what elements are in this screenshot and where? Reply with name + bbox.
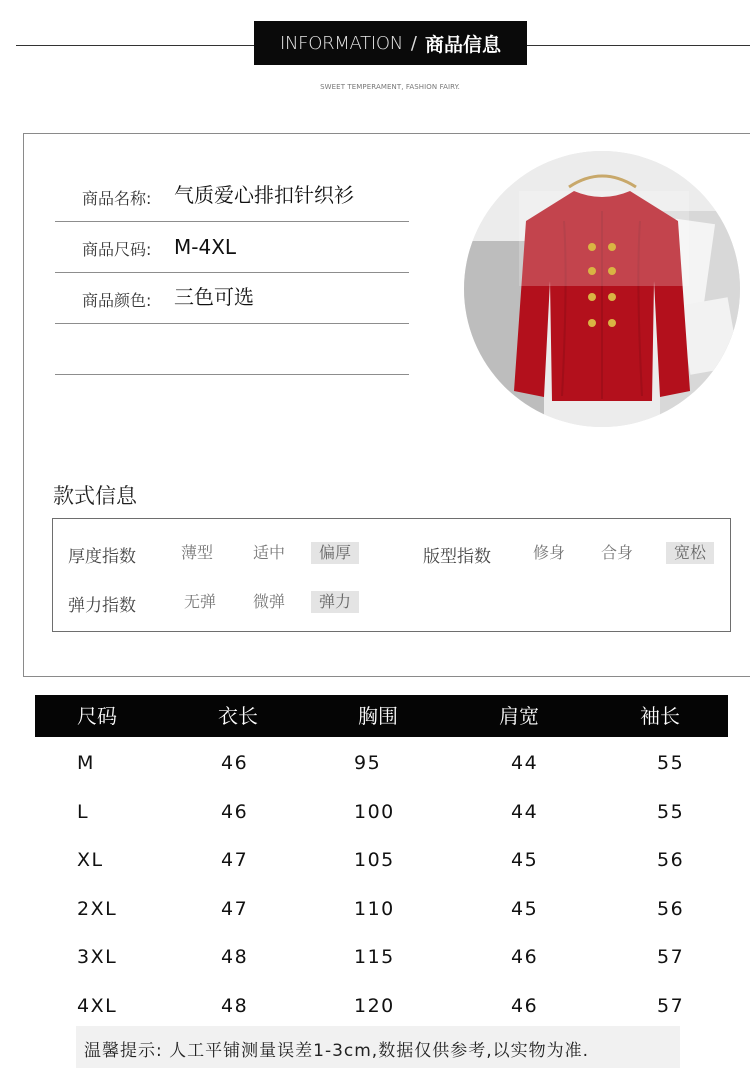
cell-sleeve: 57: [657, 995, 685, 1017]
header-title-en: INFORMATION: [280, 32, 403, 54]
elasticity-option-slight: 微弹: [253, 592, 286, 611]
header-separator: /: [410, 32, 417, 54]
col-header-shoulder: 肩宽: [499, 704, 539, 728]
cell-length: 48: [221, 946, 249, 968]
thickness-option-thin: 薄型: [181, 543, 214, 562]
cell-chest: 100: [354, 801, 395, 823]
cell-length: 46: [221, 801, 249, 823]
cell-shoulder: 45: [511, 898, 539, 920]
info-value: 气质爱心排扣针织衫: [174, 183, 354, 207]
info-row-name: [55, 170, 409, 222]
header-title-box: [254, 21, 527, 65]
size-table-header: [35, 695, 728, 737]
info-value: M-4XL: [174, 235, 237, 259]
header-subtitle: SWEET TEMPERAMENT, FASHION FAIRY.: [320, 83, 460, 91]
cell-size: L: [77, 801, 90, 823]
col-header-size: 尺码: [77, 704, 117, 728]
thickness-option-medium: 适中: [253, 543, 286, 562]
cell-shoulder: 46: [511, 946, 539, 968]
cell-sleeve: 55: [657, 801, 685, 823]
cell-size: 3XL: [77, 946, 118, 968]
measurement-note-text: 温馨提示: 人工平铺测量误差1-3cm,数据仅供参考,以实物为准.: [84, 1041, 590, 1061]
cell-size: 2XL: [77, 898, 118, 920]
cell-shoulder: 44: [511, 752, 539, 774]
header-rule-left: [16, 45, 254, 46]
cell-shoulder: 45: [511, 849, 539, 871]
info-label: 商品颜色:: [82, 291, 152, 310]
fit-label: 版型指数: [423, 547, 491, 567]
cell-shoulder: 46: [511, 995, 539, 1017]
info-row-color: [55, 272, 409, 324]
elasticity-label: 弹力指数: [68, 596, 136, 616]
cell-length: 48: [221, 995, 249, 1017]
style-info-box: [52, 518, 731, 632]
product-photo: [464, 151, 740, 427]
info-value: 三色可选: [174, 285, 254, 309]
col-header-length: 衣长: [218, 704, 258, 728]
cell-length: 46: [221, 752, 249, 774]
info-row-empty: [55, 323, 409, 375]
sweater-illustration: [464, 151, 740, 427]
style-info-title: 款式信息: [53, 484, 137, 508]
elasticity-option-elastic: 弹力: [311, 591, 359, 613]
cell-shoulder: 44: [511, 801, 539, 823]
fit-option-loose: 宽松: [666, 542, 714, 564]
header-title-cn: 商品信息: [424, 33, 501, 56]
cell-chest: 120: [354, 995, 395, 1017]
thickness-label: 厚度指数: [68, 547, 136, 567]
header-rule-right: [527, 45, 750, 46]
cell-length: 47: [221, 849, 249, 871]
cell-chest: 110: [354, 898, 395, 920]
cell-sleeve: 56: [657, 898, 685, 920]
cell-size: M: [77, 752, 95, 774]
cell-chest: 115: [354, 946, 395, 968]
cell-length: 47: [221, 898, 249, 920]
measurement-note: [76, 1026, 680, 1068]
cell-size: 4XL: [77, 995, 118, 1017]
cell-sleeve: 56: [657, 849, 685, 871]
thickness-option-thick: 偏厚: [311, 542, 359, 564]
cell-size: XL: [77, 849, 104, 871]
fit-option-regular: 合身: [601, 543, 634, 562]
fit-option-slim: 修身: [533, 543, 566, 562]
col-header-chest: 胸围: [358, 704, 398, 728]
info-label: 商品名称:: [82, 189, 152, 208]
cell-chest: 95: [354, 752, 382, 774]
cell-sleeve: 55: [657, 752, 685, 774]
elasticity-option-none: 无弹: [184, 592, 217, 611]
info-label: 商品尺码:: [82, 240, 152, 259]
cell-sleeve: 57: [657, 946, 685, 968]
col-header-sleeve: 袖长: [640, 704, 680, 728]
info-row-size: [55, 221, 409, 273]
cell-chest: 105: [354, 849, 395, 871]
